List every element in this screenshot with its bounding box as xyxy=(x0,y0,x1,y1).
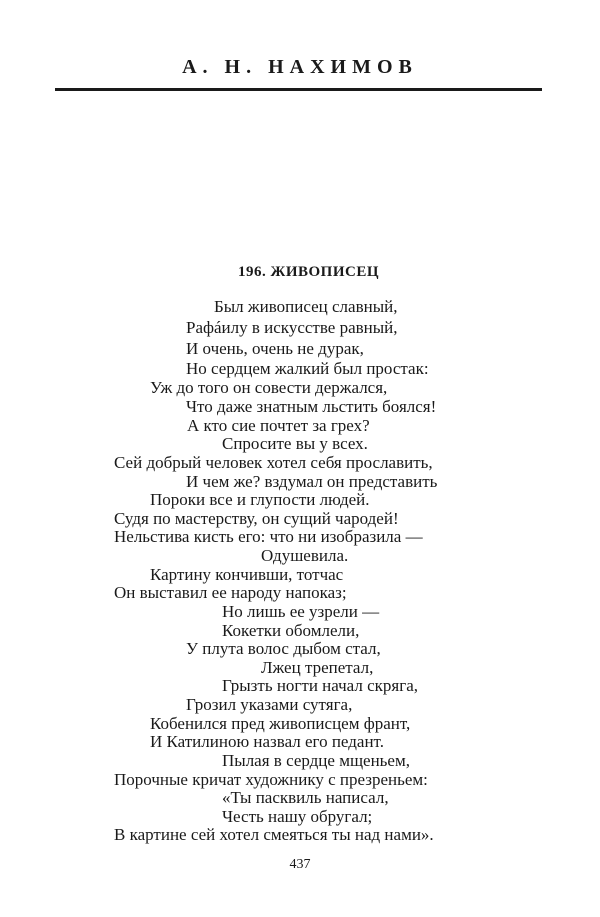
poem-line: Честь нашу обругал; xyxy=(222,807,373,826)
poem-line: Грызть ногти начал скряга, xyxy=(222,676,419,695)
poem-line: Что даже знатным льстить боялся! xyxy=(186,397,437,416)
poem-line: Грозил указами сутяга, xyxy=(186,695,353,714)
poem-line: Был живописец славный, xyxy=(214,297,398,316)
poem-line: И Катилиною назвал его педант. xyxy=(150,732,384,751)
poem-line: Спросите вы у всех. xyxy=(222,434,368,453)
poem-line: Рафáилу в искусстве равный, xyxy=(186,318,398,337)
poem-line: В картине сей хотел смеяться ты над нами». xyxy=(114,825,434,844)
poem-line: И очень, очень не дурак, xyxy=(186,339,364,358)
poem-line: Картину кончивши, тотчас xyxy=(150,565,344,584)
poem-line: Лжец трепетал, xyxy=(261,658,374,677)
poem-line: Нельстива кисть его: что ни изобразила — xyxy=(114,527,423,546)
poem-line: Он выставил ее народу напоказ; xyxy=(114,583,347,602)
poem-line: Но сердцем жалкий был простак: xyxy=(186,359,429,378)
poem-line: Уж до того он совести держался, xyxy=(150,378,388,397)
running-head: А. Н. НАХИМОВ xyxy=(182,56,418,78)
poem-line: Но лишь ее узрели — xyxy=(222,602,380,621)
page-number: 437 xyxy=(289,857,311,872)
poem-line: Кокетки обомлели, xyxy=(222,621,360,640)
poem-line: Кобенился пред живописцем франт, xyxy=(150,714,411,733)
poem-line: Пороки все и глупости людей. xyxy=(150,490,370,509)
poem-line: И чем же? вздумал он представить xyxy=(186,472,438,491)
poem-line: У плута волос дыбом стал, xyxy=(186,639,381,658)
poem-line: Пылая в сердце мщеньем, xyxy=(222,751,410,770)
poem-title: 196. ЖИВОПИСЕЦ xyxy=(238,264,380,280)
poem-line: Одушевила. xyxy=(261,546,349,565)
poem-line: «Ты пасквиль написал, xyxy=(222,788,389,807)
poem-line: А кто сие почтет за грех? xyxy=(187,416,370,435)
header-rule xyxy=(55,88,542,91)
poem-line: Судя по мастерству, он сущий чародей! xyxy=(114,509,399,528)
poem-line: Порочные кричат художнику с презреньем: xyxy=(114,770,428,789)
poem-line: Сей добрый человек хотел себя прославить, xyxy=(114,453,433,472)
